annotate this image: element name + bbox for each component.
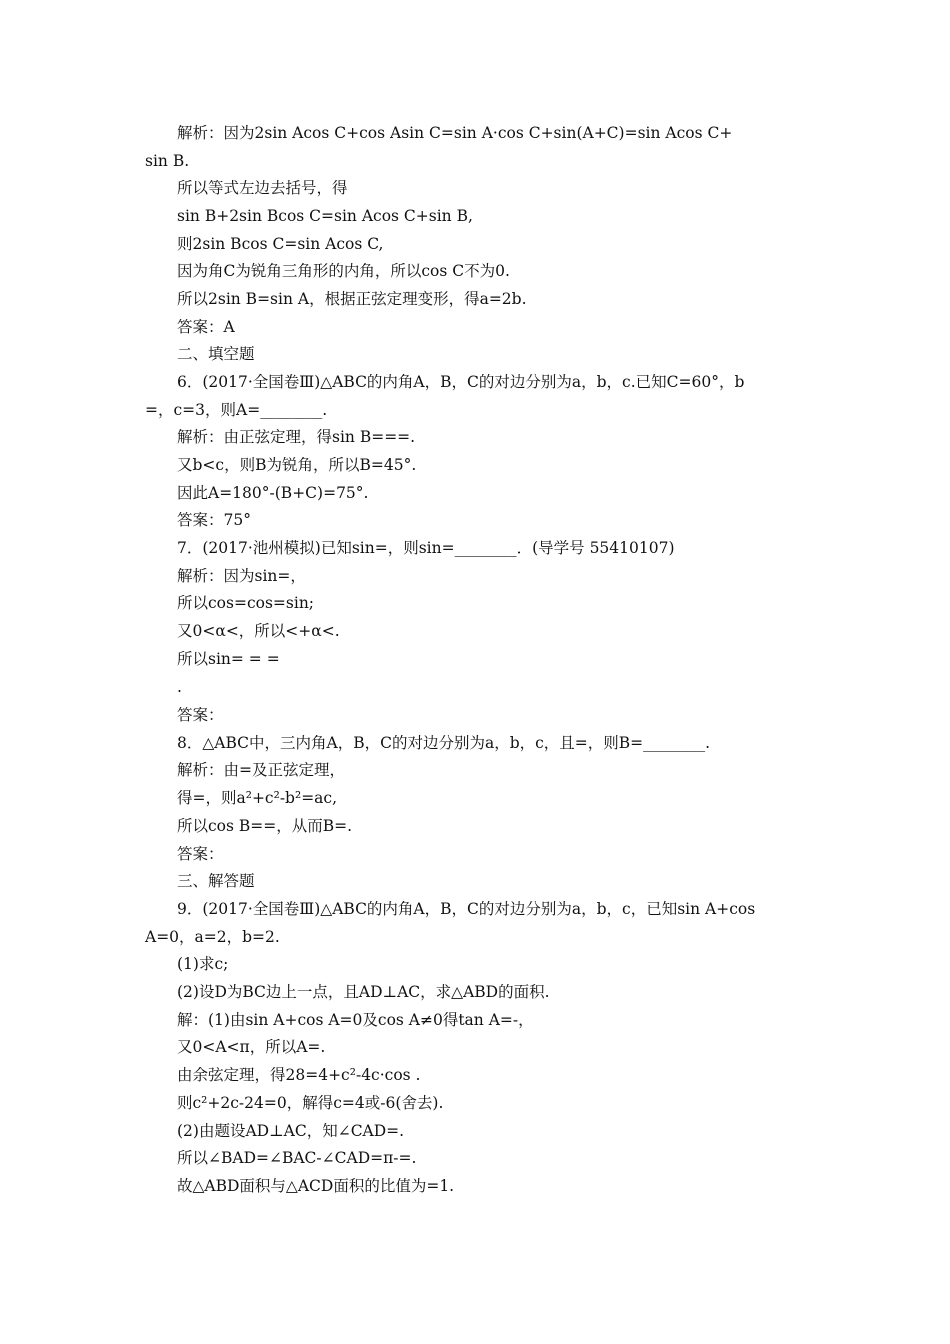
answer-line: 答案：A — [177, 318, 235, 336]
answer-line: 答案： — [177, 845, 224, 863]
answer-line: 答案：75° — [177, 511, 251, 529]
text-line: 则2sin Bcos C=sin Acos C, — [177, 235, 384, 253]
question-line: 9．(2017·全国卷Ⅲ)△ABC的内角A，B，C的对边分别为a，b，c，已知sin A+cos — [177, 900, 756, 918]
text-line: sin B+2sin Bcos C=sin Acos C+sin B, — [177, 207, 473, 225]
text-line: 则c²+2c-24=0，解得c=4或-6(舍去). — [177, 1094, 444, 1112]
text-line: 解析：因为2sin Acos C+cos Asin C=sin A·cos C+sin(A+C)=sin Acos C+ — [177, 124, 733, 142]
text-line: 所以cos B==，从而B=. — [177, 817, 353, 835]
text-line: 所以2sin B=sin A，根据正弦定理变形，得a=2b. — [177, 290, 527, 308]
text-line: (1)求c; — [177, 955, 229, 973]
text-line: (2)由题设AD⊥AC，知∠CAD=. — [177, 1122, 405, 1140]
text-line: (2)设D为BC边上一点，且AD⊥AC，求△ABD的面积. — [177, 983, 550, 1001]
question-line: 8．△ABC中，三内角A，B，C的对边分别为a，b，c，且=，则B=________. — [177, 734, 711, 752]
text-line: 因此A=180°-(B+C)=75°. — [177, 484, 369, 502]
text-line: 解：(1)由sin A+cos A=0及cos A≠0得tan A=-， — [177, 1011, 534, 1029]
text-line: 由余弦定理，得28=4+c²-4c·cos . — [177, 1066, 421, 1084]
text-line: 解析：由=及正弦定理， — [177, 761, 345, 779]
section-heading: 三、解答题 — [177, 872, 255, 890]
text-line: 所以sin= = = — [177, 650, 280, 668]
text-line: 解析：因为sin=， — [177, 567, 306, 585]
answer-line: 答案： — [177, 706, 224, 724]
text-line: 又b<c，则B为锐角，所以B=45°. — [177, 456, 417, 474]
text-line: 故△ABD面积与△ACD面积的比值为=1. — [177, 1177, 455, 1195]
text-line: 所以cos=cos=sin; — [177, 594, 315, 612]
text-line: 所以等式左边去括号，得 — [177, 179, 348, 197]
question-line: =，c=3，则A=________. — [145, 401, 328, 419]
question-line: A=0，a=2，b=2. — [145, 928, 280, 946]
question-line: 7．(2017·池州模拟)已知sin=，则sin=________．(导学号 55410107) — [177, 539, 675, 557]
text-line: 解析：由正弦定理，得sin B===. — [177, 428, 416, 446]
text-line: 又0<α<，所以<+α<. — [177, 622, 340, 640]
text-line: . — [177, 678, 182, 696]
text-line: sin B. — [145, 152, 190, 170]
text-line: 得=，则a²+c²-b²=ac, — [177, 789, 338, 807]
text-line: 又0<A<π，所以A=. — [177, 1038, 326, 1056]
question-line: 6．(2017·全国卷Ⅲ)△ABC的内角A，B，C的对边分别为a，b，c.已知C=60°，b — [177, 373, 745, 391]
text-line: 因为角C为锐角三角形的内角，所以cos C不为0. — [177, 262, 510, 280]
text-line: 所以∠BAD=∠BAC-∠CAD=π-=. — [177, 1149, 417, 1167]
section-heading: 二、填空题 — [177, 345, 255, 363]
